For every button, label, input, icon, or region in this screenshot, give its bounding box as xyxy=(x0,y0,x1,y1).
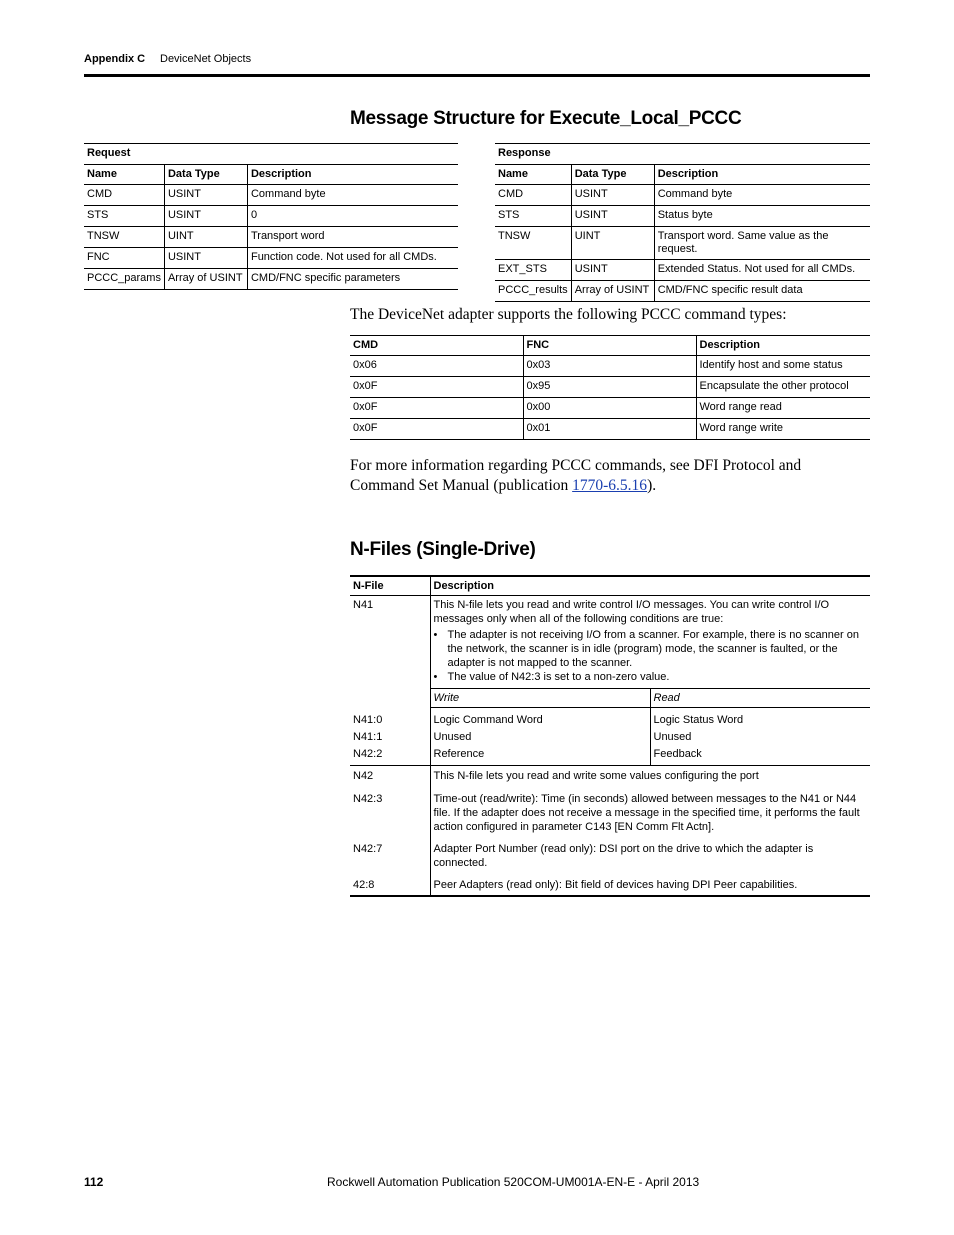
cell: CMD/FNC specific result data xyxy=(654,281,870,302)
cell: CMD xyxy=(84,185,164,206)
cell: 0x0F xyxy=(350,398,523,419)
nfile-name: N42:7 xyxy=(353,843,383,855)
table-row xyxy=(350,872,870,896)
more-info-paragraph xyxy=(350,456,850,496)
cell: UINT xyxy=(571,227,654,260)
cell: Word range read xyxy=(696,398,870,419)
nfile-name: N42 xyxy=(350,766,430,786)
cell: PCCC_results xyxy=(495,281,571,302)
table-row xyxy=(350,708,870,766)
table-row xyxy=(350,766,870,786)
cell: Encapsulate the other protocol xyxy=(696,377,870,398)
col-header: Description xyxy=(430,576,870,596)
col-header: CMD xyxy=(350,336,523,356)
nfiles-title: N-Files (Single-Drive) xyxy=(350,539,536,560)
publication-link[interactable]: 1770-6.5.16 xyxy=(572,477,648,494)
table-row xyxy=(495,260,870,281)
table-row xyxy=(350,785,870,836)
table-row xyxy=(350,419,870,440)
cell: Command byte xyxy=(654,185,870,206)
cell: Word range write xyxy=(696,419,870,440)
table-row xyxy=(84,227,458,248)
table-row xyxy=(495,227,870,260)
header-rule xyxy=(84,74,870,77)
cell: PCCC_params xyxy=(84,269,164,290)
nfile-description: Peer Adapters (read only): Bit field of devices having DPI Peer capabilities. xyxy=(430,872,870,896)
more-info-end: ). xyxy=(647,477,657,494)
cell: FNC xyxy=(84,248,164,269)
cell: Array of USINT xyxy=(164,269,247,290)
bullet-item: • The value of N42:3 is set to a non-zero value. xyxy=(448,670,868,684)
nfile-description: Time-out (read/write): Time (in seconds) allowed between messages to the N41 or N44 file. If the adapter does not receive a message in the specified time, it performs the fault action configured in parameter C143 [EN Comm Flt Actn]. xyxy=(430,785,870,836)
cell: 0x06 xyxy=(350,356,523,377)
cell: Transport word xyxy=(247,227,458,248)
cell: CMD/FNC specific parameters xyxy=(247,269,458,290)
cell: UINT xyxy=(164,227,247,248)
col-header: Name xyxy=(84,165,164,185)
cell: Array of USINT xyxy=(571,281,654,302)
nfile-name: N41:1 xyxy=(353,730,383,743)
col-header: Description xyxy=(696,336,870,356)
table-row xyxy=(495,206,870,227)
cell: EXT_STS xyxy=(495,260,571,281)
cell: 0x95 xyxy=(523,377,696,398)
cell: Extended Status. Not used for all CMDs. xyxy=(654,260,870,281)
read-values xyxy=(650,708,870,766)
response-table xyxy=(495,143,870,302)
col-header: Data Type xyxy=(164,165,247,185)
msg-structure-title: Message Structure for Execute_Local_PCCC xyxy=(350,108,742,129)
publication-footer: Rockwell Automation Publication 520COM-UM001A-EN-E - April 2013 xyxy=(327,1175,700,1189)
nfile-name: N42:3 xyxy=(353,793,383,805)
cell: 0x0F xyxy=(350,419,523,440)
table-row xyxy=(84,206,458,227)
cell: TNSW xyxy=(84,227,164,248)
cell: 0x0F xyxy=(350,377,523,398)
nfile-name: N42:2 xyxy=(353,747,383,760)
cell: Transport word. Same value as the request. xyxy=(654,227,870,260)
table-row xyxy=(495,281,870,302)
cell: Status byte xyxy=(654,206,870,227)
table-row xyxy=(350,596,870,689)
read-label: Read xyxy=(650,689,870,708)
cell: STS xyxy=(84,206,164,227)
cell: Command byte xyxy=(247,185,458,206)
write-value: Unused xyxy=(433,731,472,743)
read-value: Feedback xyxy=(653,748,702,760)
cell: Identify host and some status xyxy=(696,356,870,377)
col-header: N-File xyxy=(350,576,430,596)
request-table xyxy=(84,143,458,290)
nfile-description xyxy=(430,596,870,689)
write-value: Logic Command Word xyxy=(433,714,543,726)
table-row xyxy=(350,356,870,377)
pccc-command-table xyxy=(350,335,870,440)
table-row xyxy=(84,185,458,206)
supports-paragraph: The DeviceNet adapter supports the following PCCC command types: xyxy=(350,306,787,323)
read-value: Logic Status Word xyxy=(653,714,744,726)
col-header: Data Type xyxy=(571,165,654,185)
bullet-item: • The adapter is not receiving I/O from a scanner. For example, there is no scanner on the network, the scanner is in idle (program) mode, the scanner is faulted, or the adapter is not mapped to the scanner. xyxy=(448,628,868,670)
cell: USINT xyxy=(571,260,654,281)
cell: 0x00 xyxy=(523,398,696,419)
table-row xyxy=(84,248,458,269)
page-number: 112 xyxy=(84,1175,104,1189)
read-value: Unused xyxy=(653,731,692,743)
page-header xyxy=(84,53,870,75)
nfile-description: This N-file lets you read and write some values configuring the port xyxy=(430,766,870,786)
cell: 0x01 xyxy=(523,419,696,440)
cell: TNSW xyxy=(495,227,571,260)
table-row xyxy=(84,269,458,290)
write-value: Reference xyxy=(433,748,485,760)
nfiles-table xyxy=(350,575,870,897)
col-header: Name xyxy=(495,165,571,185)
response-caption: Response xyxy=(495,144,870,165)
request-caption: Request xyxy=(84,144,458,165)
table-row xyxy=(350,377,870,398)
cell: USINT xyxy=(164,206,247,227)
cell: USINT xyxy=(164,248,247,269)
nfile-subnames xyxy=(350,708,430,766)
nfile-description: Adapter Port Number (read only): DSI port on the drive to which the adapter is connected. xyxy=(430,836,870,872)
cell: STS xyxy=(495,206,571,227)
cell: USINT xyxy=(164,185,247,206)
cell: 0 xyxy=(247,206,458,227)
cell: USINT xyxy=(571,206,654,227)
cell: Function code. Not used for all CMDs. xyxy=(247,248,458,269)
section-label: DeviceNet Objects xyxy=(160,53,252,65)
nfile-name: N41:0 xyxy=(353,713,383,726)
write-label: Write xyxy=(430,689,650,708)
write-values xyxy=(430,708,650,766)
cell: 0x03 xyxy=(523,356,696,377)
cell: USINT xyxy=(571,185,654,206)
n41-desc: This N-file lets you read and write control I/O messages. You can write control I/O messages only when all of the following conditions are true: xyxy=(433,599,830,625)
table-row xyxy=(350,398,870,419)
nfile-name: 42:8 xyxy=(350,872,430,896)
nfile-name: N41 xyxy=(353,599,374,611)
table-row xyxy=(495,185,870,206)
more-info-text: For more information regarding PCCC commands, see DFI Protocol and Command Set Manual (publication xyxy=(350,457,802,494)
col-header: FNC xyxy=(523,336,696,356)
appendix-label: Appendix C xyxy=(84,53,146,65)
table-row xyxy=(350,836,870,872)
col-header: Description xyxy=(247,165,458,185)
col-header: Description xyxy=(654,165,870,185)
cell: CMD xyxy=(495,185,571,206)
